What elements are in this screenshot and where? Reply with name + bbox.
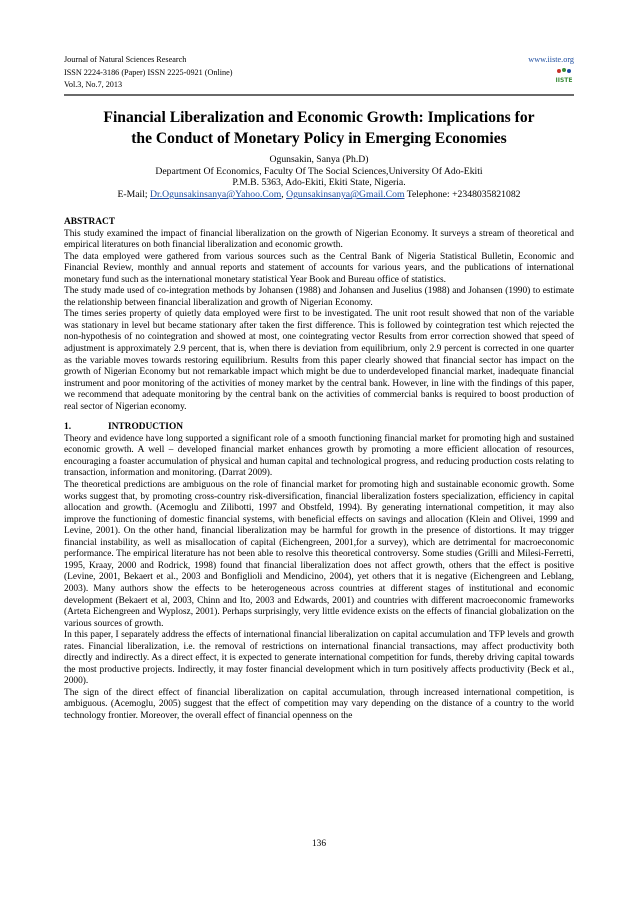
- header-rule: [64, 94, 574, 96]
- author-block: [64, 154, 574, 201]
- paper-title: [64, 107, 574, 149]
- author-telephone: Telephone: +2348035821082: [404, 189, 521, 201]
- paper-body: [64, 217, 574, 723]
- abstract-paragraph-1: This study examined the impact of financial liberalization on the growth of Nigerian Economy. It surveys a stream of theoretical and empirical literatures on both financial liberalization and economic growth.: [64, 228, 574, 251]
- title-line-2: the Conduct of Monetary Policy in Emerging Economies: [131, 130, 507, 147]
- abstract-paragraph-3: The study made used of co-integration methods by Johansen (1988) and Johansen and Juselius (1988) and Johansen (1990) to estimate the relationship between financial liberalization and growth of Nigerian Economy.: [64, 286, 574, 308]
- journal-name: Journal of Natural Sciences Research: [64, 55, 187, 64]
- email-link-2[interactable]: Ogunsakinsanya@Gmail.Com: [286, 189, 405, 201]
- email-prefix: E-Mail;: [117, 189, 151, 201]
- intro-paragraph-1: Theory and evidence have long supported a significant role of a smooth functioning financial market for promoting high and sustained economic growth. A well – developed financial market enhances growth by promoting a more efficient allocation of resources, encouraging a foaster accumulation of physical and human capital and technological progress, and reducing production costs relating to transaction, information and monitoring. (Darrat 2009).: [64, 433, 574, 479]
- author-contact: [64, 189, 574, 201]
- journal-header: [64, 54, 574, 92]
- section-number: 1.: [64, 422, 72, 433]
- abstract-paragraph-4: The times series property of quietly data employed were first to be investigated. The unit root result showed that non of the variable was stationary in level but became stationary after taken the first difference. This is followed by cointegration test which rejected the non-hypothesis of no cointegration and showed at most, one cointegrating vector Results from error correction showed that speed of adjustment is approximately 2.9 percent, that is, when there is deviation from equilibrium, only 2.9 percent is corrected in one quarter as the variable moves towards restoring equilibrium. Results from this paper clearly showed that financial sector has impact on the growth of Nigerian Economy but not remarkable impact which might be due to underdeveloped financial market, inadequate financial instrument and poor monitoring of the activities of money market by the central bank. However, in line with the findings of this paper, we recommend that adequate monitoring by the central bank on the activities of commercial banks is required to boost production of real sector of Nigerian economy.: [64, 309, 574, 412]
- email-link-1[interactable]: Dr.Ogunsakinsanya@Yahoo.Com: [150, 189, 282, 201]
- intro-paragraph-2: The theoretical predictions are ambiguous on the role of financial market for promoting high and sustainable economic growth. Some works suggest that, by promoting cross-country risk-diversification, financial liberalization fosters specialization, efficiency in capital allocation and growth. (Acemoglu and Zilibotti, 1997 and Obstfeld, 1994). By generating international competition, it may also improve the functioning of domestic financial systems, with beneficial effects on savings and allocation (Klein and Olivei, 1999 and Levine, 2001). On the other hand, financial liberalization may be harmful for growth in the presence of distortions. It may trigger financial instability, as well as misallocation of capital (Eichengreen, 2001,for a survey), which are detrimental for macroeconomic performance. The empirical literature has not been able to resolve this theoretical controversy. Some studies (Grilli and Milesi-Ferretti, 1995, Kraay, 2000 and Rodrick, 1998) found that financial liberalization does not affect growth, others that the effect is positive (Levine, 2001, Bekaert et al., 2003 and Bonfiglioli and Mendicino, 2004), yet others that it is negative (Eichengreen and Leblang, 2003). Many authors show the effects to be heterogeneous across countries at different stages of institutional and economic development (Bekaert et al, 2003, Chinn and Ito, 2003 and Edwards, 2001) and countries with different macroeconomic frameworks (Arteta Eichengreen and Wyplosz, 2001). Perhaps surprisingly, very little evidence exists on the effects of financial globalization on the various sources of growth.: [64, 480, 574, 629]
- title-line-1: Financial Liberalization and Economic Growth: Implications for: [103, 109, 535, 126]
- journal-url-link[interactable]: www.iiste.org: [528, 55, 574, 64]
- journal-issn: ISSN 2224-3186 (Paper) ISSN 2225-0921 (Online): [64, 67, 233, 77]
- abstract-heading: ABSTRACT: [64, 217, 116, 227]
- introduction-heading: [64, 422, 574, 434]
- section-gap: [64, 413, 574, 422]
- author-department: Department Of Economics, Faculty Of The Social Sciences,University Of Ado-Ekiti: [155, 165, 483, 177]
- journal-volume: Vol.3, No.7, 2013: [64, 80, 123, 89]
- email-separator: ,: [281, 189, 287, 201]
- abstract-paragraph-2: The data employed were gathered from various sources such as the Central Bank of Nigeria Statistical Bulletin, Economic and Financial Review, monthly and annual reports and statement of accounts for various years, and the publications of international monetary fund such as the international monetary statistical Year Book and Bureau office of statistics.: [64, 251, 574, 285]
- author-address: P.M.B. 5363, Ado-Ekiti, Ekiti State, Nigeria.: [232, 177, 406, 189]
- intro-paragraph-4: The sign of the direct effect of financial liberalization on capital accumulation, through increased international competition, is ambiguous. (Acemoglu, 2005) suggest that the effect of competition may vary depending on the distance of a country to the world technology frontier. Moreover, the overall effect of financial openness on the: [64, 687, 574, 721]
- iiste-logo: [554, 66, 574, 84]
- intro-paragraph-3: In this paper, I separately address the effects of international financial liberalization on capital accumulation and TFP levels and growth rates. Financial liberalization, i.e. the removal of restrictions on international financial transactions, may affect productivity both directly and indirectly. As a direct effect, it is expected to generate international competition for funds, thereby driving capital towards the most productive projects. Indirectly, it may foster financial development which in turn positively affects productivity (Beck et al., 2000).: [64, 630, 574, 687]
- svg-text:IISTE: IISTE: [555, 77, 573, 84]
- page-number: 136: [311, 839, 327, 849]
- author-name: Ogunsakin, Sanya (Ph.D): [269, 154, 369, 165]
- section-title: INTRODUCTION: [108, 422, 184, 433]
